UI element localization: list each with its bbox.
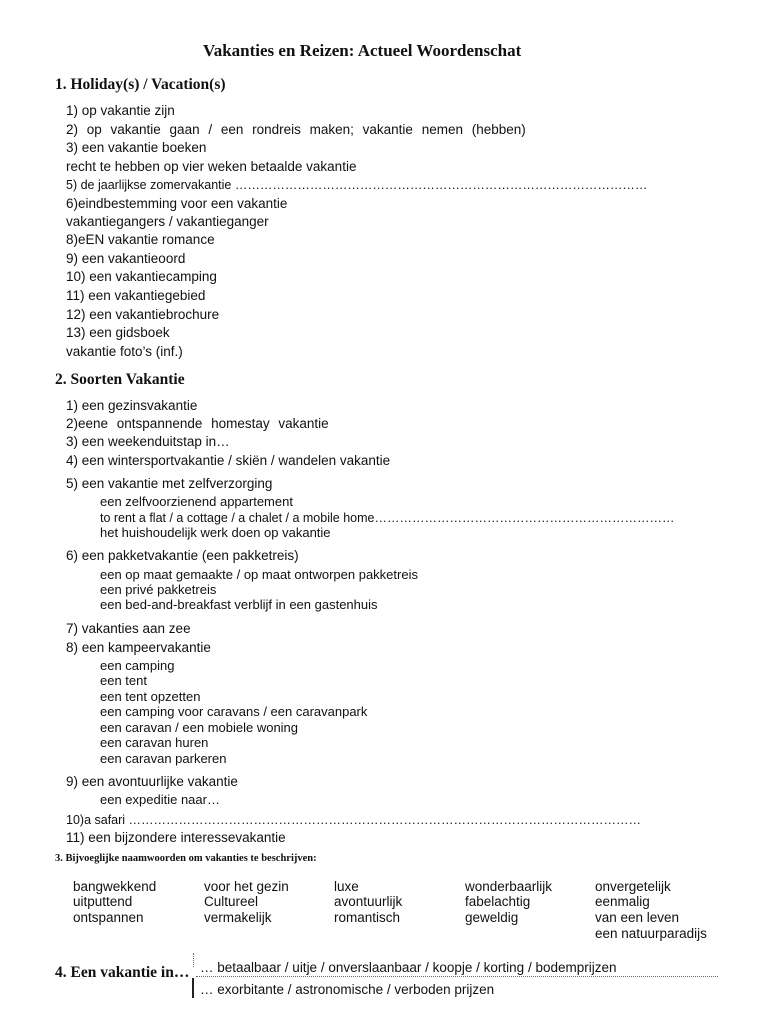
list-item: 8)eEN vakantie romance — [66, 232, 215, 247]
adjective: avontuurlijk — [334, 894, 403, 909]
list-item: recht te hebben op vier weken betaalde vakantie — [66, 159, 357, 174]
price-terms-line-2: … exorbitante / astronomische / verboden prijzen — [200, 982, 495, 997]
list-item: 10)a safari …………………………………………………………………………………………………………… — [66, 813, 642, 827]
list-item: 12) een vakantiebrochure — [66, 307, 220, 322]
list-item: 5) de jaarlijkse zomervakantie ……………………………………………………………………………………… — [66, 178, 648, 192]
list-item: 8) een kampeervakantie — [66, 640, 211, 655]
sub-item: to rent a flat / a cottage / a chalet / a mobile home……………………………………………………………… — [100, 511, 675, 525]
adjective: van een leven — [595, 910, 680, 925]
sub-item: een caravan parkeren — [100, 751, 227, 766]
list-item: 5) een vakantie met zelfverzorging — [66, 476, 273, 491]
sub-item: een zelfvoorzienend appartement — [100, 494, 293, 509]
adjective: voor het gezin — [204, 879, 289, 894]
list-item: 4) een wintersportvakantie / skiën / wandelen vakantie — [66, 453, 391, 468]
list-item: 13) een gidsboek — [66, 325, 170, 340]
sub-item: een caravan / een mobiele woning — [100, 720, 299, 735]
list-item: 10) een vakantiecamping — [66, 269, 217, 284]
price-terms-line-1: … betaalbaar / uitje / onverslaanbaar / koopje / korting / bodemprijzen — [200, 960, 617, 975]
list-item: 11) een bijzondere interessevakantie — [66, 830, 286, 845]
sub-item: een camping voor caravans / een caravanpark — [100, 704, 368, 719]
list-item: 3) een vakantie boeken — [66, 140, 207, 155]
sub-item: een camping — [100, 658, 175, 673]
list-item: 2)eene ontspannende homestay vakantie — [66, 416, 329, 431]
adjective: fabelachtig — [465, 894, 531, 909]
list-item: 9) een vakantieoord — [66, 251, 186, 266]
adjective: onvergetelijk — [595, 879, 671, 894]
list-item: 6)eindbestemming voor een vakantie — [66, 196, 288, 211]
list-item: vakantiegangers / vakantieganger — [66, 214, 269, 229]
list-item: 6) een pakketvakantie (een pakketreis) — [66, 548, 299, 563]
sub-item: een caravan huren — [100, 735, 209, 750]
page-title: Vakanties en Reizen: Actueel Woordenschat — [203, 41, 522, 60]
section-heading-adjectives: 3. Bijvoeglijke naamwoorden om vakanties te beschrijven: — [55, 853, 317, 864]
list-item: 2) op vakantie gaan / een rondreis maken; vakantie nemen (hebben) — [66, 122, 526, 137]
list-item: 9) een avontuurlijke vakantie — [66, 774, 238, 789]
list-item: 3) een weekenduitstap in… — [66, 434, 230, 449]
adjective: Cultureel — [204, 894, 259, 909]
adjective: een natuurparadijs — [595, 926, 707, 941]
section-heading-holidays: 1. Holiday(s) / Vacation(s) — [55, 76, 226, 93]
adjective: eenmalig — [595, 894, 650, 909]
bracket-dotted-top — [193, 953, 195, 967]
adjective: bangwekkend — [73, 879, 157, 894]
adjective: uitputtend — [73, 894, 133, 909]
sub-item: een expeditie naar… — [100, 792, 220, 807]
separator-dotted — [196, 976, 718, 977]
section-heading-vacation-in: 4. Een vakantie in… — [55, 964, 190, 981]
list-item: 7) vakanties aan zee — [66, 621, 191, 636]
sub-item: een privé pakketreis — [100, 582, 217, 597]
adjective: vermakelijk — [204, 910, 272, 925]
sub-item: een op maat gemaakte / op maat ontworpen pakketreis — [100, 567, 418, 582]
adjective: geweldig — [465, 910, 519, 925]
sub-item: het huishoudelijk werk doen op vakantie — [100, 525, 331, 540]
adjective: wonderbaarlijk — [465, 879, 553, 894]
sub-item: een tent opzetten — [100, 689, 201, 704]
adjective: luxe — [334, 879, 359, 894]
list-item: 1) op vakantie zijn — [66, 103, 175, 118]
adjective: romantisch — [334, 910, 401, 925]
list-item: 1) een gezinsvakantie — [66, 398, 198, 413]
sub-item: een bed-and-breakfast verblijf in een gastenhuis — [100, 597, 378, 612]
list-item: vakantie foto’s (inf.) — [66, 344, 183, 359]
section-heading-types: 2. Soorten Vakantie — [55, 371, 185, 388]
sub-item: een tent — [100, 673, 147, 688]
list-item: 11) een vakantiegebied — [66, 288, 206, 303]
bracket-line — [192, 978, 194, 998]
adjective: ontspannen — [73, 910, 144, 925]
